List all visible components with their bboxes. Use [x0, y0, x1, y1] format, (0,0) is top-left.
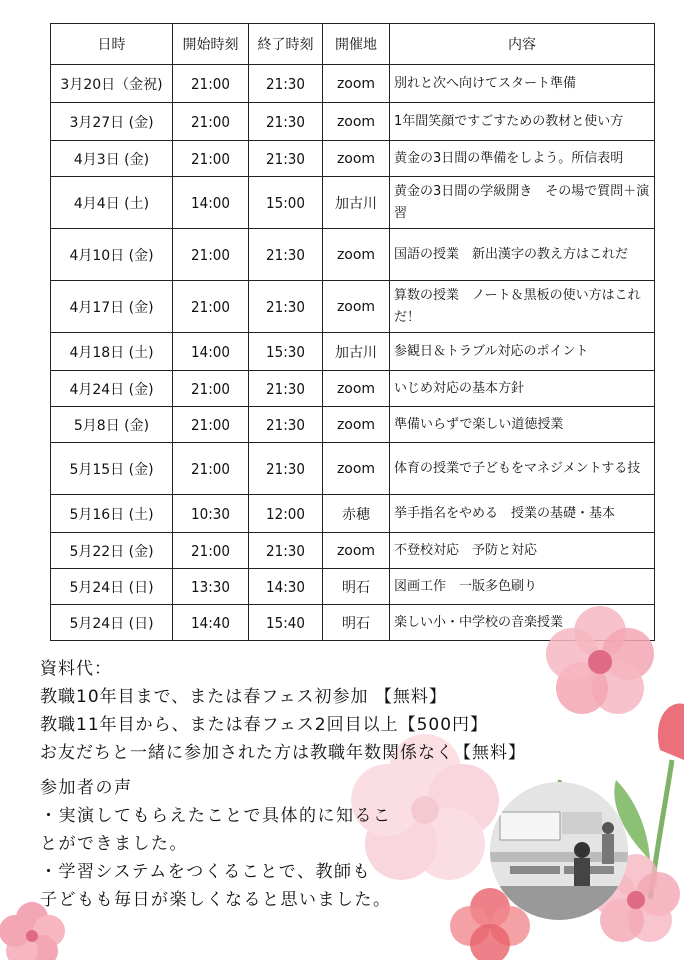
content-cell: 1年間笑顔ですごすための教材と使い方	[390, 103, 655, 141]
end-time-cell: 21:30	[249, 533, 323, 569]
venue-cell: zoom	[323, 103, 390, 141]
table-row	[51, 495, 655, 533]
date-cell: 4月24日 (金)	[51, 371, 173, 407]
table-row	[51, 177, 655, 229]
start-time-cell: 21:00	[173, 443, 249, 495]
voices-heading: 参加者の声	[40, 778, 133, 798]
content-cell: 挙手指名をやめる 授業の基礎・基本	[390, 495, 655, 533]
fee-section	[40, 655, 526, 767]
date-cell: 5月16日 (土)	[51, 495, 173, 533]
content-cell: 算数の授業 ノート＆黒板の使い方はこれだ！	[390, 281, 655, 333]
end-time-cell: 21:30	[249, 443, 323, 495]
fee-heading: 資料代：	[40, 659, 112, 679]
table-row	[51, 333, 655, 371]
header-date: 日時	[51, 24, 173, 65]
start-time-cell: 21:00	[173, 371, 249, 407]
table-row	[51, 407, 655, 443]
start-time-cell: 14:00	[173, 177, 249, 229]
table-header-row	[51, 24, 655, 65]
start-time-cell: 13:30	[173, 569, 249, 605]
start-time-cell: 21:00	[173, 407, 249, 443]
table-row	[51, 533, 655, 569]
venue-cell: 明石	[323, 569, 390, 605]
venue-cell: 加古川	[323, 177, 390, 229]
end-time-cell: 21:30	[249, 281, 323, 333]
end-time-cell: 21:30	[249, 229, 323, 281]
end-time-cell: 12:00	[249, 495, 323, 533]
pink-flower-icon	[546, 606, 654, 714]
content-cell: 不登校対応 予防と対応	[390, 533, 655, 569]
content-cell: 参観日＆トラブル対応のポイント	[390, 333, 655, 371]
venue-cell: zoom	[323, 229, 390, 281]
date-cell: 4月18日 (土)	[51, 333, 173, 371]
start-time-cell: 21:00	[173, 103, 249, 141]
venue-cell: zoom	[323, 281, 390, 333]
end-time-cell: 21:30	[249, 65, 323, 103]
end-time-cell: 15:40	[249, 605, 323, 641]
content-cell: 別れと次へ向けてスタート準備	[390, 65, 655, 103]
end-time-cell: 21:30	[249, 407, 323, 443]
voice-line: ・実演してもらえたことで具体的に知るこ	[40, 806, 392, 826]
content-cell: 図画工作 一版多色刷り	[390, 569, 655, 605]
schedule-body	[51, 65, 655, 641]
fee-line: お友だちと一緒に参加された方は教職年数関係なく【無料】	[40, 743, 526, 763]
voice-line: 子どもも毎日が楽しくなると思いました。	[40, 890, 392, 910]
header-content: 内容	[390, 24, 655, 65]
date-cell: 5月15日 (金)	[51, 443, 173, 495]
content-cell: 準備いらずで楽しい道徳授業	[390, 407, 655, 443]
venue-cell: 赤穂	[323, 495, 390, 533]
date-cell: 5月24日 (日)	[51, 605, 173, 641]
end-time-cell: 21:30	[249, 103, 323, 141]
date-cell: 5月22日 (金)	[51, 533, 173, 569]
schedule-table	[50, 23, 655, 641]
header-end-time: 終了時刻	[249, 24, 323, 65]
end-time-cell: 21:30	[249, 371, 323, 407]
table-row	[51, 443, 655, 495]
start-time-cell: 10:30	[173, 495, 249, 533]
end-time-cell: 14:30	[249, 569, 323, 605]
content-cell: 黄金の3日間の学級開き その場で質問＋演習	[390, 177, 655, 229]
date-cell: 5月24日 (日)	[51, 569, 173, 605]
participant-voices-section	[40, 774, 480, 914]
table-row	[51, 281, 655, 333]
content-cell: 国語の授業 新出漢字の教え方はこれだ	[390, 229, 655, 281]
content-cell: 黄金の3日間の準備をしよう。所信表明	[390, 141, 655, 177]
table-row	[51, 65, 655, 103]
venue-cell: zoom	[323, 141, 390, 177]
voice-line: とができました。	[40, 834, 188, 854]
date-cell: 3月20日（金祝)	[51, 65, 173, 103]
classroom-photo	[490, 782, 628, 920]
venue-cell: zoom	[323, 443, 390, 495]
start-time-cell: 21:00	[173, 65, 249, 103]
end-time-cell: 15:00	[249, 177, 323, 229]
start-time-cell: 14:40	[173, 605, 249, 641]
content-cell: 体育の授業で子どもをマネジメントする技	[390, 443, 655, 495]
end-time-cell: 15:30	[249, 333, 323, 371]
date-cell: 4月3日 (金)	[51, 141, 173, 177]
table-row	[51, 229, 655, 281]
start-time-cell: 21:00	[173, 141, 249, 177]
fee-line: 教職11年目から、または春フェス2回目以上【500円】	[40, 715, 489, 735]
venue-cell: zoom	[323, 533, 390, 569]
date-cell: 4月4日 (土)	[51, 177, 173, 229]
fee-line: 教職10年目まで、または春フェス初参加 【無料】	[40, 687, 447, 707]
date-cell: 3月27日 (金)	[51, 103, 173, 141]
header-venue: 開催地	[323, 24, 390, 65]
start-time-cell: 14:00	[173, 333, 249, 371]
table-row	[51, 103, 655, 141]
date-cell: 4月17日 (金)	[51, 281, 173, 333]
table-row	[51, 371, 655, 407]
start-time-cell: 21:00	[173, 533, 249, 569]
venue-cell: 明石	[323, 605, 390, 641]
venue-cell: zoom	[323, 371, 390, 407]
venue-cell: 加古川	[323, 333, 390, 371]
content-cell: いじめ対応の基本方針	[390, 371, 655, 407]
venue-cell: zoom	[323, 65, 390, 103]
voice-line: ・学習システムをつくることで、教師も	[40, 862, 371, 882]
start-time-cell: 21:00	[173, 281, 249, 333]
end-time-cell: 21:30	[249, 141, 323, 177]
table-row	[51, 141, 655, 177]
date-cell: 5月8日 (金)	[51, 407, 173, 443]
start-time-cell: 21:00	[173, 229, 249, 281]
content-cell: 楽しい小・中学校の音楽授業	[390, 605, 655, 641]
venue-cell: zoom	[323, 407, 390, 443]
date-cell: 4月10日 (金)	[51, 229, 173, 281]
header-start-time: 開始時刻	[173, 24, 249, 65]
